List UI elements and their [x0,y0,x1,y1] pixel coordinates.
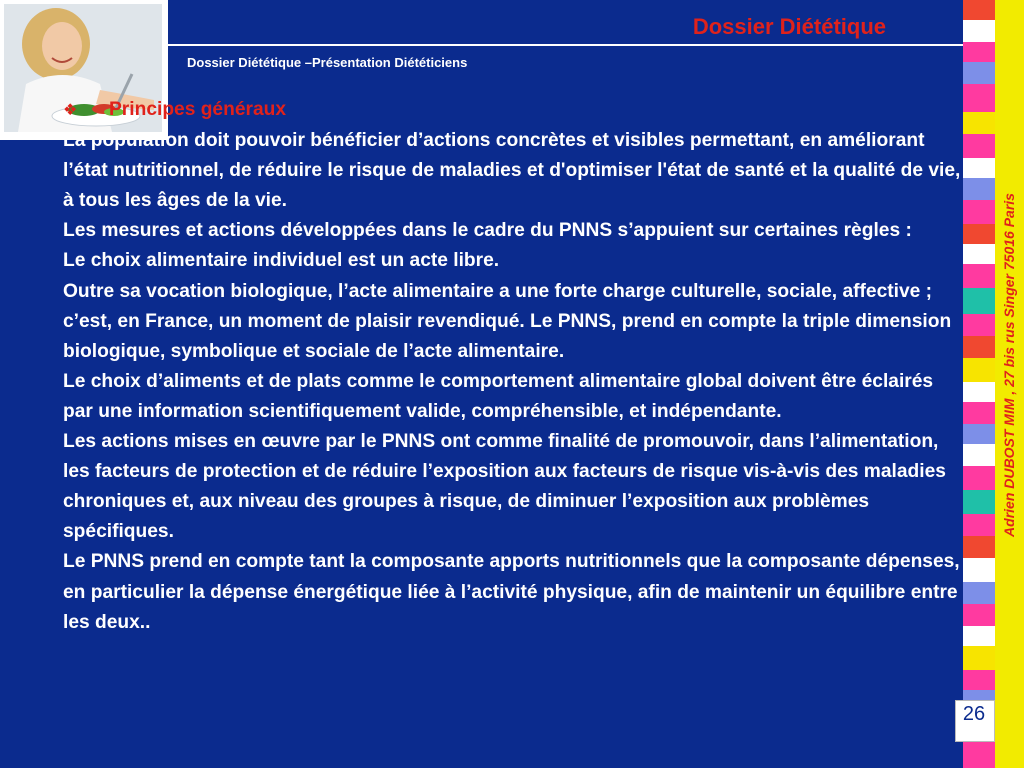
paragraph-balance: Le PNNS prend en compte tant la composante apports nutritionnels que la composante dépenses, en particulier la dépense énergétique liée à l’activité physique, afin de maintenir un équilibre entre les deux.. [63,551,960,633]
author-address: Adrien DUBOST MIM , 27 bis rus Singer 75016 Paris [1001,193,1017,537]
slide-title: Dossier Diététique [692,14,886,39]
paragraph-principle: La population doit pouvoir bénéficier d’actions concrètes et visibles permettant, en améliorant l’état nutritionnel, de réduire le risque de maladies et d'optimiser l'état de santé et la qualité de vie, à tous les âges de la vie. [63,130,961,212]
paragraph-cultural: Outre sa vocation biologique, l’acte alimentaire a une forte charge culturelle, sociale, affective ; c’est, en France, un moment de plaisir revendiqué. Le PNNS, prend en compte la triple dimension biologique, symbolique et sociale de l’acte alimentaire. [63,280,952,362]
section-heading [63,95,963,126]
paragraph-actions: Les actions mises en œuvre par le PNNS ont comme finalité de promouvoir, dans l’alimentation, les facteurs de protection et de réduire l’exposition aux facteurs de risque vis-à-vis des maladies chroniques et, aux niveau des groupes à risque, de diminuer l’exposition aux problèmes spécifiques. [63,431,946,543]
slide-body [63,95,963,638]
paragraph-rules-intro: Les mesures et actions développées dans le cadre du PNNS s’appuient sur certaines règles : [63,220,912,242]
page-number: 26 [962,703,986,725]
paragraph-information: Le choix d’aliments et de plats comme le comportement alimentaire global doivent être éclairés par une information scientifiquement valide, compréhensible, et indépendante. [63,370,934,422]
title-divider [168,44,963,46]
decorative-stripe [963,0,995,768]
slide-subtitle: Dossier Diététique –Présentation Diététiciens [187,55,468,70]
diamond-bullet-icon: ❖ [63,102,78,119]
section-heading-text: Principes généraux [109,99,287,120]
paragraph-free-choice: Le choix alimentaire individuel est un acte libre. [63,250,500,272]
